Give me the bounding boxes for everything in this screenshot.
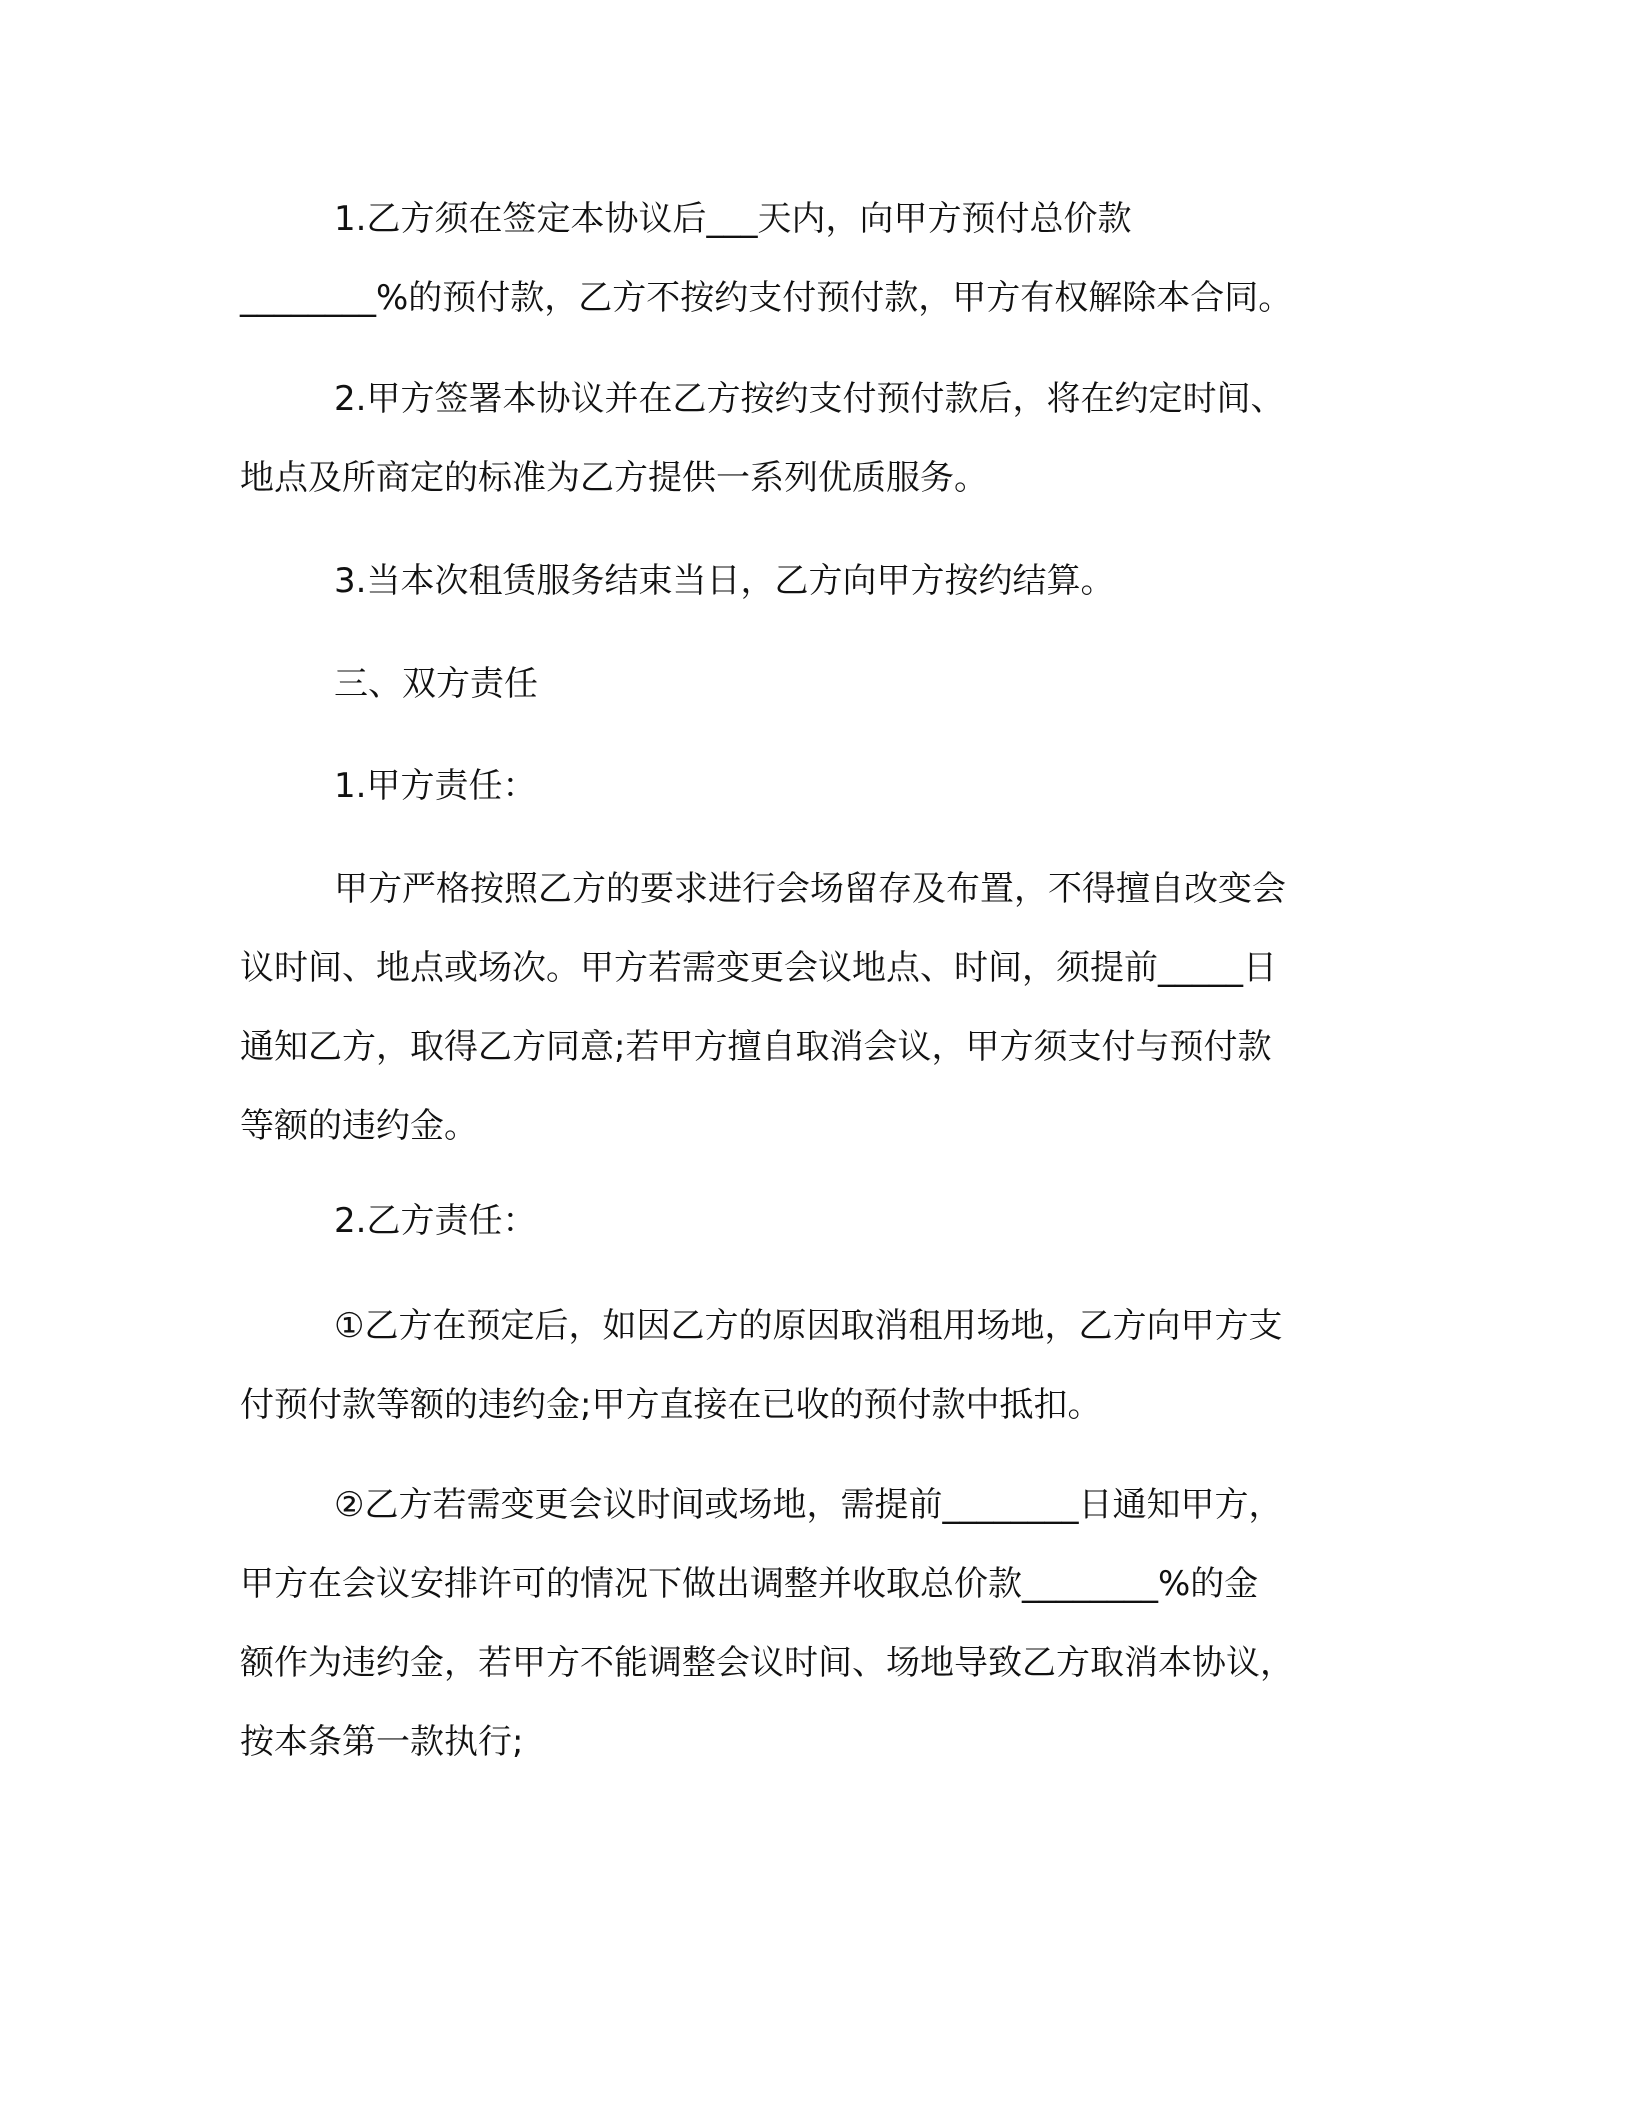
- paragraph-line: ①乙方在预定后，如因乙方的原因取消租用场地，乙方向甲方支: [334, 1306, 1283, 1346]
- subheading-party-b: [240, 1182, 1390, 1261]
- paragraph-line: ________%的预付款，乙方不按约支付预付款，甲方有权解除本合同。: [240, 278, 1293, 318]
- paragraph-settlement: [240, 542, 1390, 621]
- paragraph-party-a-duties: [240, 850, 1390, 1166]
- paragraph-line: 等额的违约金。: [240, 1106, 478, 1146]
- paragraph-line: 甲方严格按照乙方的要求进行会场留存及布置，不得擅自改变会: [334, 869, 1286, 909]
- paragraph-line: 地点及所商定的标准为乙方提供一系列优质服务。: [240, 458, 988, 498]
- section-heading-responsibilities: [240, 645, 1390, 724]
- subheading: 2.乙方责任：: [334, 1201, 537, 1241]
- paragraph-line: 甲方在会议安排许可的情况下做出调整并收取总价款________%的金: [240, 1564, 1259, 1604]
- paragraph-line: 额作为违约金，若甲方不能调整会议时间、场地导致乙方取消本协议，: [240, 1643, 1294, 1683]
- section-heading: 三、双方责任: [334, 664, 538, 704]
- paragraph-party-b-item-2: [240, 1466, 1390, 1782]
- subheading: 1.甲方责任：: [334, 766, 537, 806]
- paragraph-line: 通知乙方，取得乙方同意;若甲方擅自取消会议，甲方须支付与预付款: [240, 1027, 1272, 1067]
- paragraph-line: 2.甲方签署本协议并在乙方按约支付预付款后，将在约定时间、: [334, 379, 1285, 419]
- paragraph-line: 议时间、地点或场次。甲方若需变更会议地点、时间，须提前_____日: [240, 948, 1277, 988]
- subheading-party-a: [240, 747, 1390, 826]
- paragraph-line: 付预付款等额的违约金;甲方直接在已收的预付款中抵扣。: [240, 1385, 1102, 1425]
- paragraph-line: 按本条第一款执行;: [240, 1722, 524, 1762]
- paragraph-party-b-item-1: [240, 1287, 1390, 1445]
- paragraph-line: ②乙方若需变更会议时间或场地，需提前________日通知甲方，: [334, 1485, 1283, 1525]
- paragraph-service-provision: [240, 360, 1390, 518]
- paragraph-line: 3.当本次租赁服务结束当日，乙方向甲方按约结算。: [334, 561, 1115, 601]
- paragraph-prepayment-terms: [240, 180, 1390, 338]
- paragraph-line: 1.乙方须在签定本协议后___天内，向甲方预付总价款: [334, 199, 1132, 239]
